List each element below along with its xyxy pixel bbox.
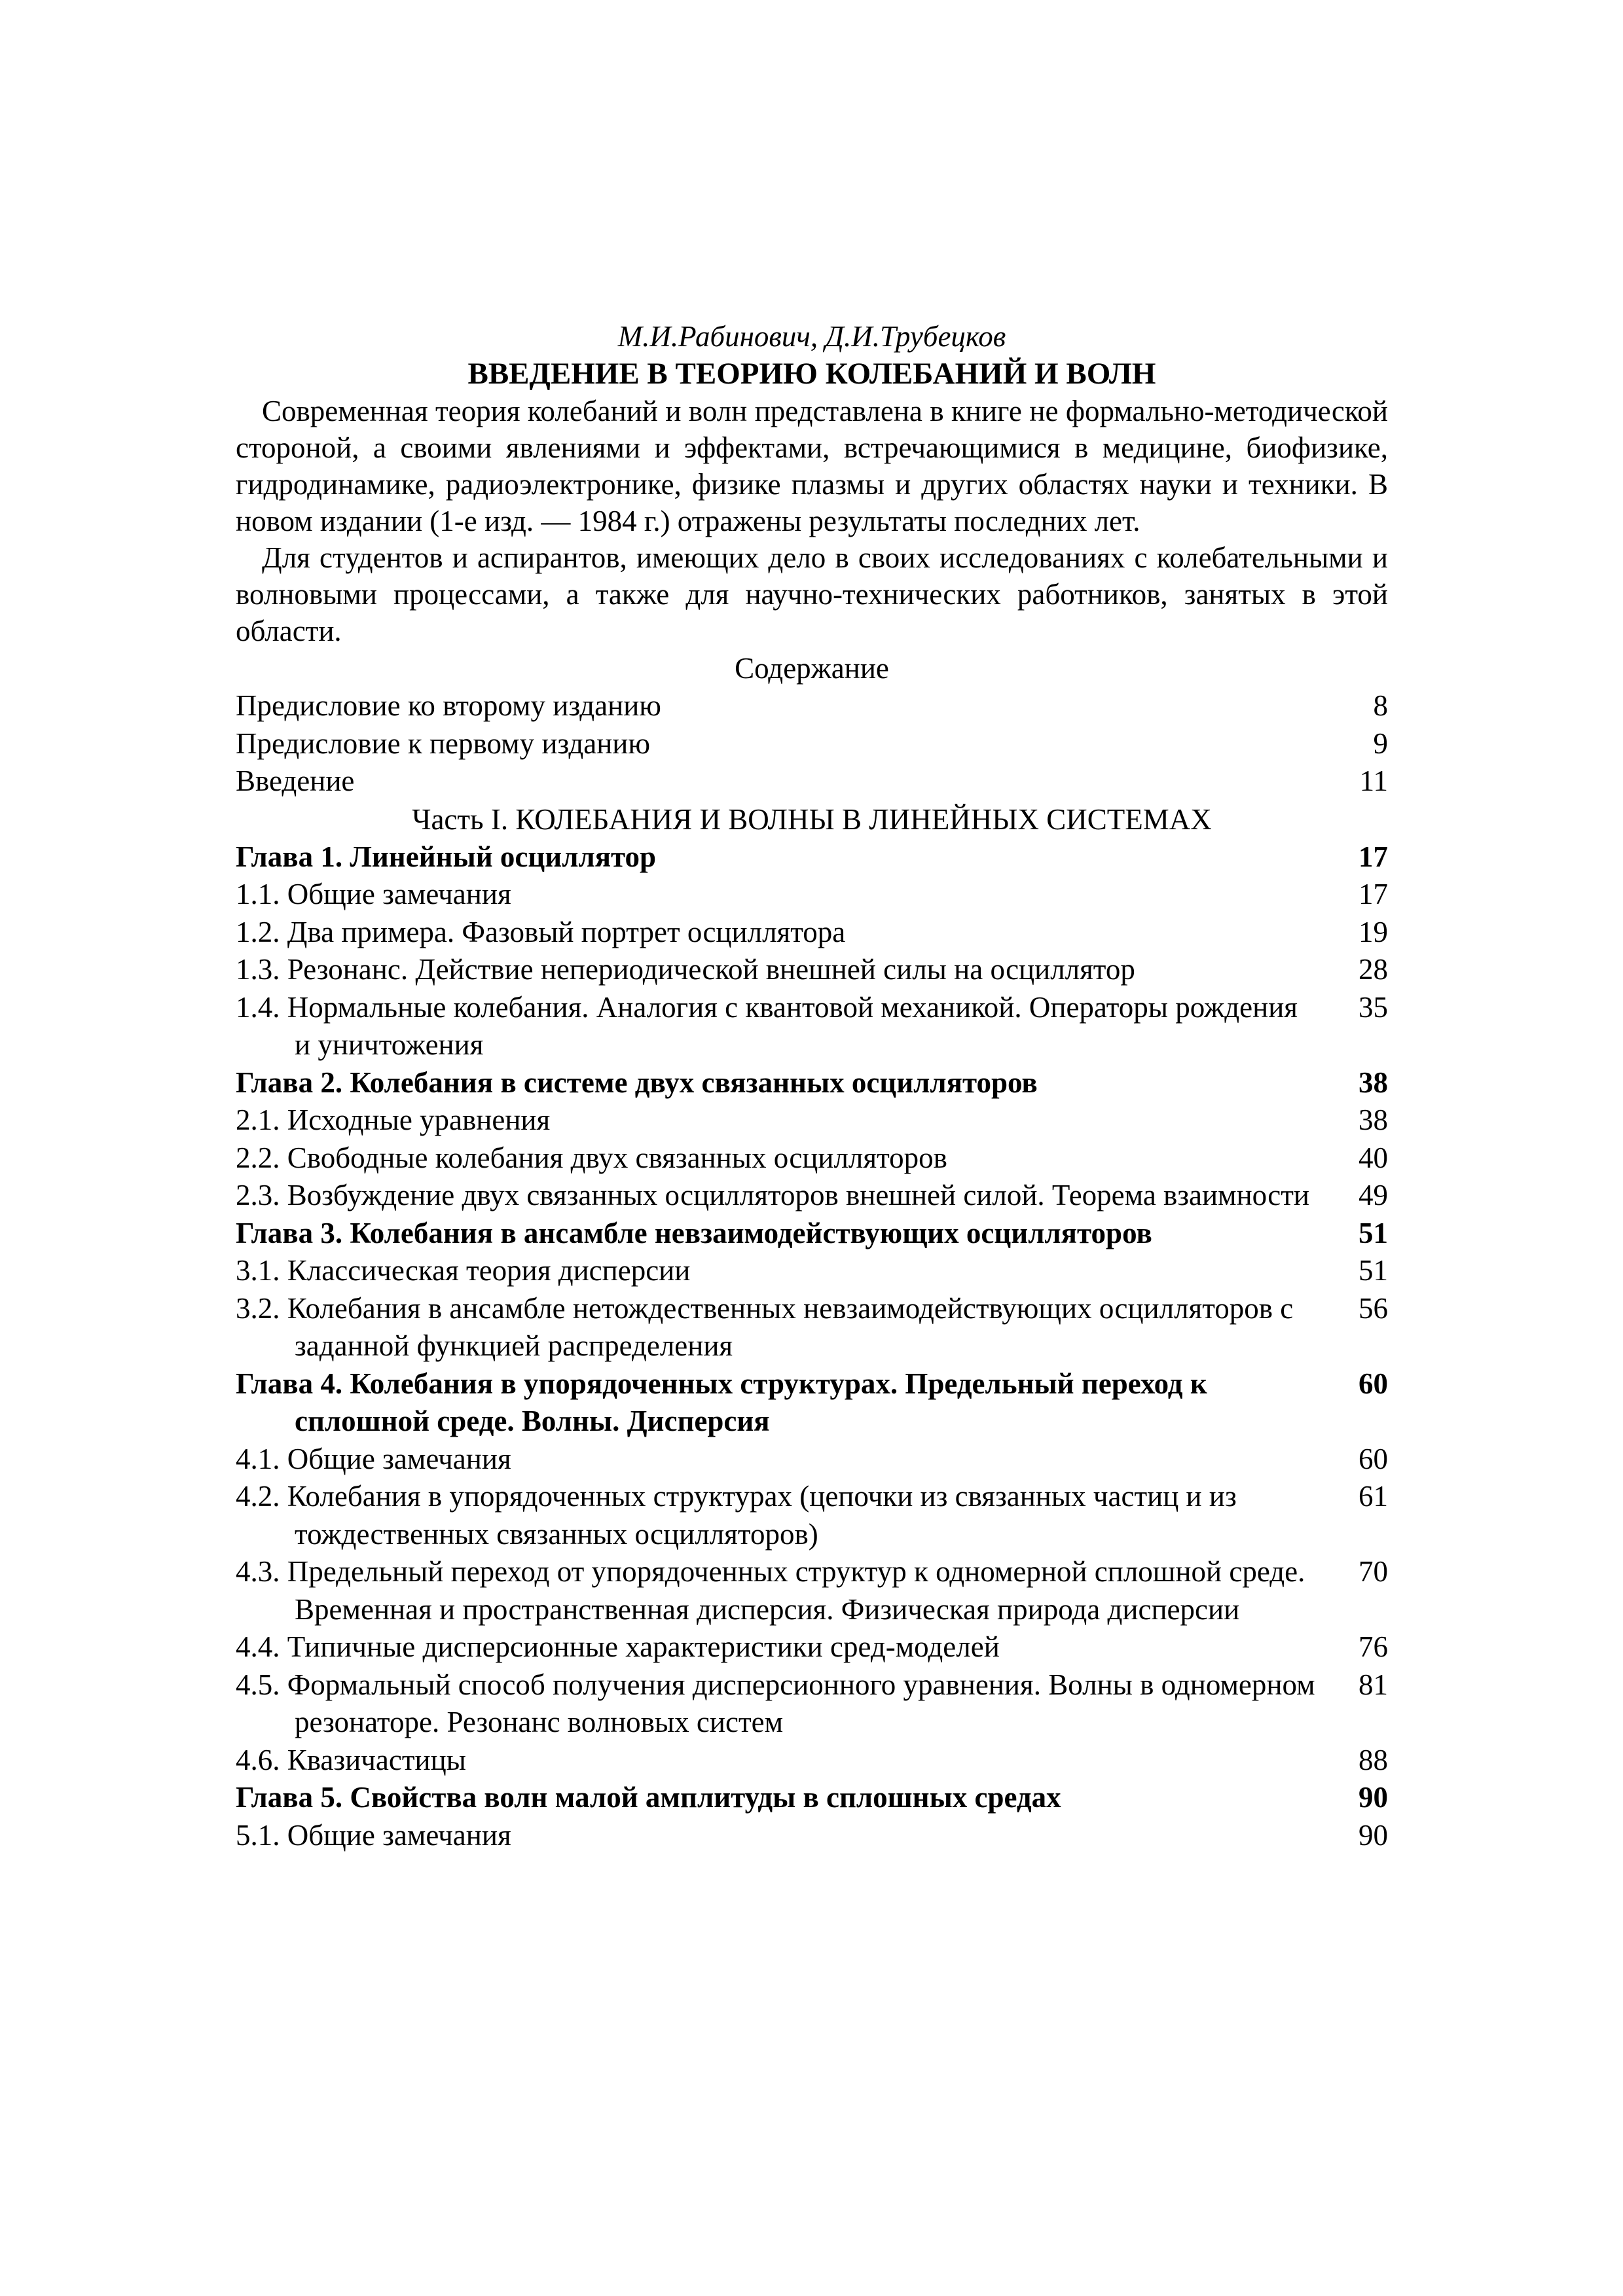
toc-section-title: 4.5. Формальный способ получения дисперсионного уравнения. Волны в одномерном резонаторе. Резонанс волновых систем — [236, 1668, 1315, 1738]
toc-chapter-title: Глава 4. Колебания в упорядоченных структурах. Предельный переход к сплошной среде. Волны. Дисперсия — [236, 1367, 1207, 1437]
toc-section — [236, 1817, 1388, 1855]
annotation-paragraph-1: Современная теория колебаний и волн представлена в книге не формально-методической стороной, а своими явлениями и эффектами, встречающимися в медицине, биофизике, гидродинамике, радиоэлектронике, физике плазмы и других областях науки и техники. В новом издании (1-е изд. — 1984 г.) отражены результаты последних лет. — [236, 395, 1388, 537]
toc-section-title: 2.3. Возбуждение двух связанных осцилляторов внешней силой. Теорема взаимности — [236, 1179, 1310, 1211]
toc-section-page: 81 — [1359, 1668, 1388, 1701]
toc-section-title: 4.2. Колебания в упорядоченных структурах (цепочки из связанных частиц и из тождественных связанных осцилляторов) — [236, 1480, 1237, 1551]
toc-section-title: 2.2. Свободные колебания двух связанных осцилляторов — [236, 1141, 947, 1174]
toc-chapter-page: 51 — [1359, 1216, 1388, 1249]
toc-section — [236, 1139, 1388, 1177]
toc-entry-page: 8 — [1373, 689, 1388, 722]
toc-entry-page: 11 — [1359, 764, 1388, 797]
toc-entry — [236, 687, 1388, 725]
toc-section-page: 56 — [1359, 1291, 1388, 1325]
toc-section — [236, 1628, 1388, 1666]
toc-section-title: 5.1. Общие замечания — [236, 1818, 511, 1852]
toc-section — [236, 1290, 1388, 1365]
toc-chapter-page: 60 — [1359, 1367, 1388, 1400]
toc-section-title: 1.4. Нормальные колебания. Аналогия с квантовой механикой. Операторы рождения и уничтожения — [236, 990, 1298, 1061]
toc-section-page: 88 — [1359, 1743, 1388, 1776]
toc-section-page: 17 — [1359, 878, 1388, 910]
toc-part-heading: Часть I. КОЛЕБАНИЯ И ВОЛНЫ В ЛИНЕЙНЫХ СИСТЕМАХ — [412, 802, 1212, 836]
toc-section-page: 76 — [1359, 1630, 1388, 1663]
toc-section-page: 60 — [1359, 1442, 1388, 1475]
book-title: ВВЕДЕНИЕ В ТЕОРИЮ КОЛЕБАНИЙ И ВОЛН — [467, 357, 1156, 391]
toc-section-page: 38 — [1359, 1103, 1388, 1136]
book-authors: М.И.Рабинович, Д.И.Трубецков — [617, 320, 1006, 353]
toc-section-title: 1.1. Общие замечания — [236, 878, 511, 910]
toc-chapter-title: Глава 2. Колебания в системе двух связанных осцилляторов — [236, 1066, 1038, 1099]
toc-section — [236, 1553, 1388, 1628]
toc-section-page: 19 — [1359, 915, 1388, 948]
toc-section-page: 70 — [1359, 1555, 1388, 1588]
toc-section — [236, 1742, 1388, 1780]
toc-section — [236, 989, 1388, 1064]
toc-section-title: 4.3. Предельный переход от упорядоченных структур к одномерной сплошной среде. Временная и пространственная дисперсия. Физическая природа дисперсии — [236, 1555, 1305, 1626]
toc-section-page: 90 — [1359, 1818, 1388, 1852]
toc-chapter-title: Глава 3. Колебания в ансамбле невзаимодействующих осцилляторов — [236, 1216, 1152, 1249]
toc-chapter — [236, 838, 1388, 876]
toc-entry-title: Предисловие ко второму изданию — [236, 689, 661, 722]
toc-entry — [236, 725, 1388, 763]
toc-section-title: 2.1. Исходные уравнения — [236, 1103, 551, 1136]
toc-section-title: 1.2. Два примера. Фазовый портрет осциллятора — [236, 915, 846, 948]
toc-chapter-page: 38 — [1359, 1066, 1388, 1099]
toc-section — [236, 876, 1388, 914]
toc-section — [236, 1441, 1388, 1479]
toc-entry-page: 9 — [1373, 726, 1388, 760]
annotation-paragraph-2: Для студентов и аспирантов, имеющих дело в своих исследованиях с колебательными и волновыми процессами, а также для научно-технических работников, занятых в этой области. — [236, 541, 1388, 647]
toc-section — [236, 1666, 1388, 1742]
toc-section — [236, 1478, 1388, 1553]
toc-heading: Содержание — [735, 652, 889, 685]
toc-entry-title: Предисловие к первому изданию — [236, 726, 651, 760]
toc-chapter — [236, 1779, 1388, 1817]
toc-chapter — [236, 1064, 1388, 1102]
toc-section-page: 40 — [1359, 1141, 1388, 1174]
toc-section-page: 49 — [1359, 1179, 1388, 1211]
toc-entry — [236, 762, 1388, 800]
toc-section-title: 4.1. Общие замечания — [236, 1442, 511, 1475]
toc-section-title: 1.3. Резонанс. Действие непериодической внешней силы на осциллятор — [236, 953, 1135, 986]
toc-section-page: 28 — [1359, 953, 1388, 986]
toc-section-title: 3.2. Колебания в ансамбле нетождественных невзаимодействующих осцилляторов с заданной функцией распределения — [236, 1291, 1294, 1362]
book-page — [236, 318, 1388, 1854]
toc-chapter-list — [236, 838, 1388, 1855]
toc-section-page: 61 — [1359, 1480, 1388, 1513]
toc-chapter-title: Глава 1. Линейный осциллятор — [236, 840, 657, 873]
toc-section — [236, 1252, 1388, 1290]
toc-section — [236, 1177, 1388, 1215]
toc-section — [236, 914, 1388, 952]
toc-entry-title: Введение — [236, 764, 355, 797]
toc-chapter — [236, 1215, 1388, 1253]
toc-chapter-page: 90 — [1359, 1781, 1388, 1814]
toc-chapter — [236, 1365, 1388, 1441]
toc-section — [236, 1102, 1388, 1139]
toc-chapter-title: Глава 5. Свойства волн малой амплитуды в сплошных средах — [236, 1781, 1061, 1814]
toc-section-title: 4.4. Типичные дисперсионные характеристики сред-моделей — [236, 1630, 1000, 1663]
toc-front-list — [236, 687, 1388, 800]
toc-chapter-page: 17 — [1359, 840, 1388, 873]
toc-section-title: 3.1. Классическая теория дисперсии — [236, 1254, 691, 1287]
toc-section-page: 51 — [1359, 1254, 1388, 1287]
toc-section-page: 35 — [1359, 990, 1388, 1024]
toc-section-title: 4.6. Квазичастицы — [236, 1743, 466, 1776]
toc-section — [236, 951, 1388, 989]
